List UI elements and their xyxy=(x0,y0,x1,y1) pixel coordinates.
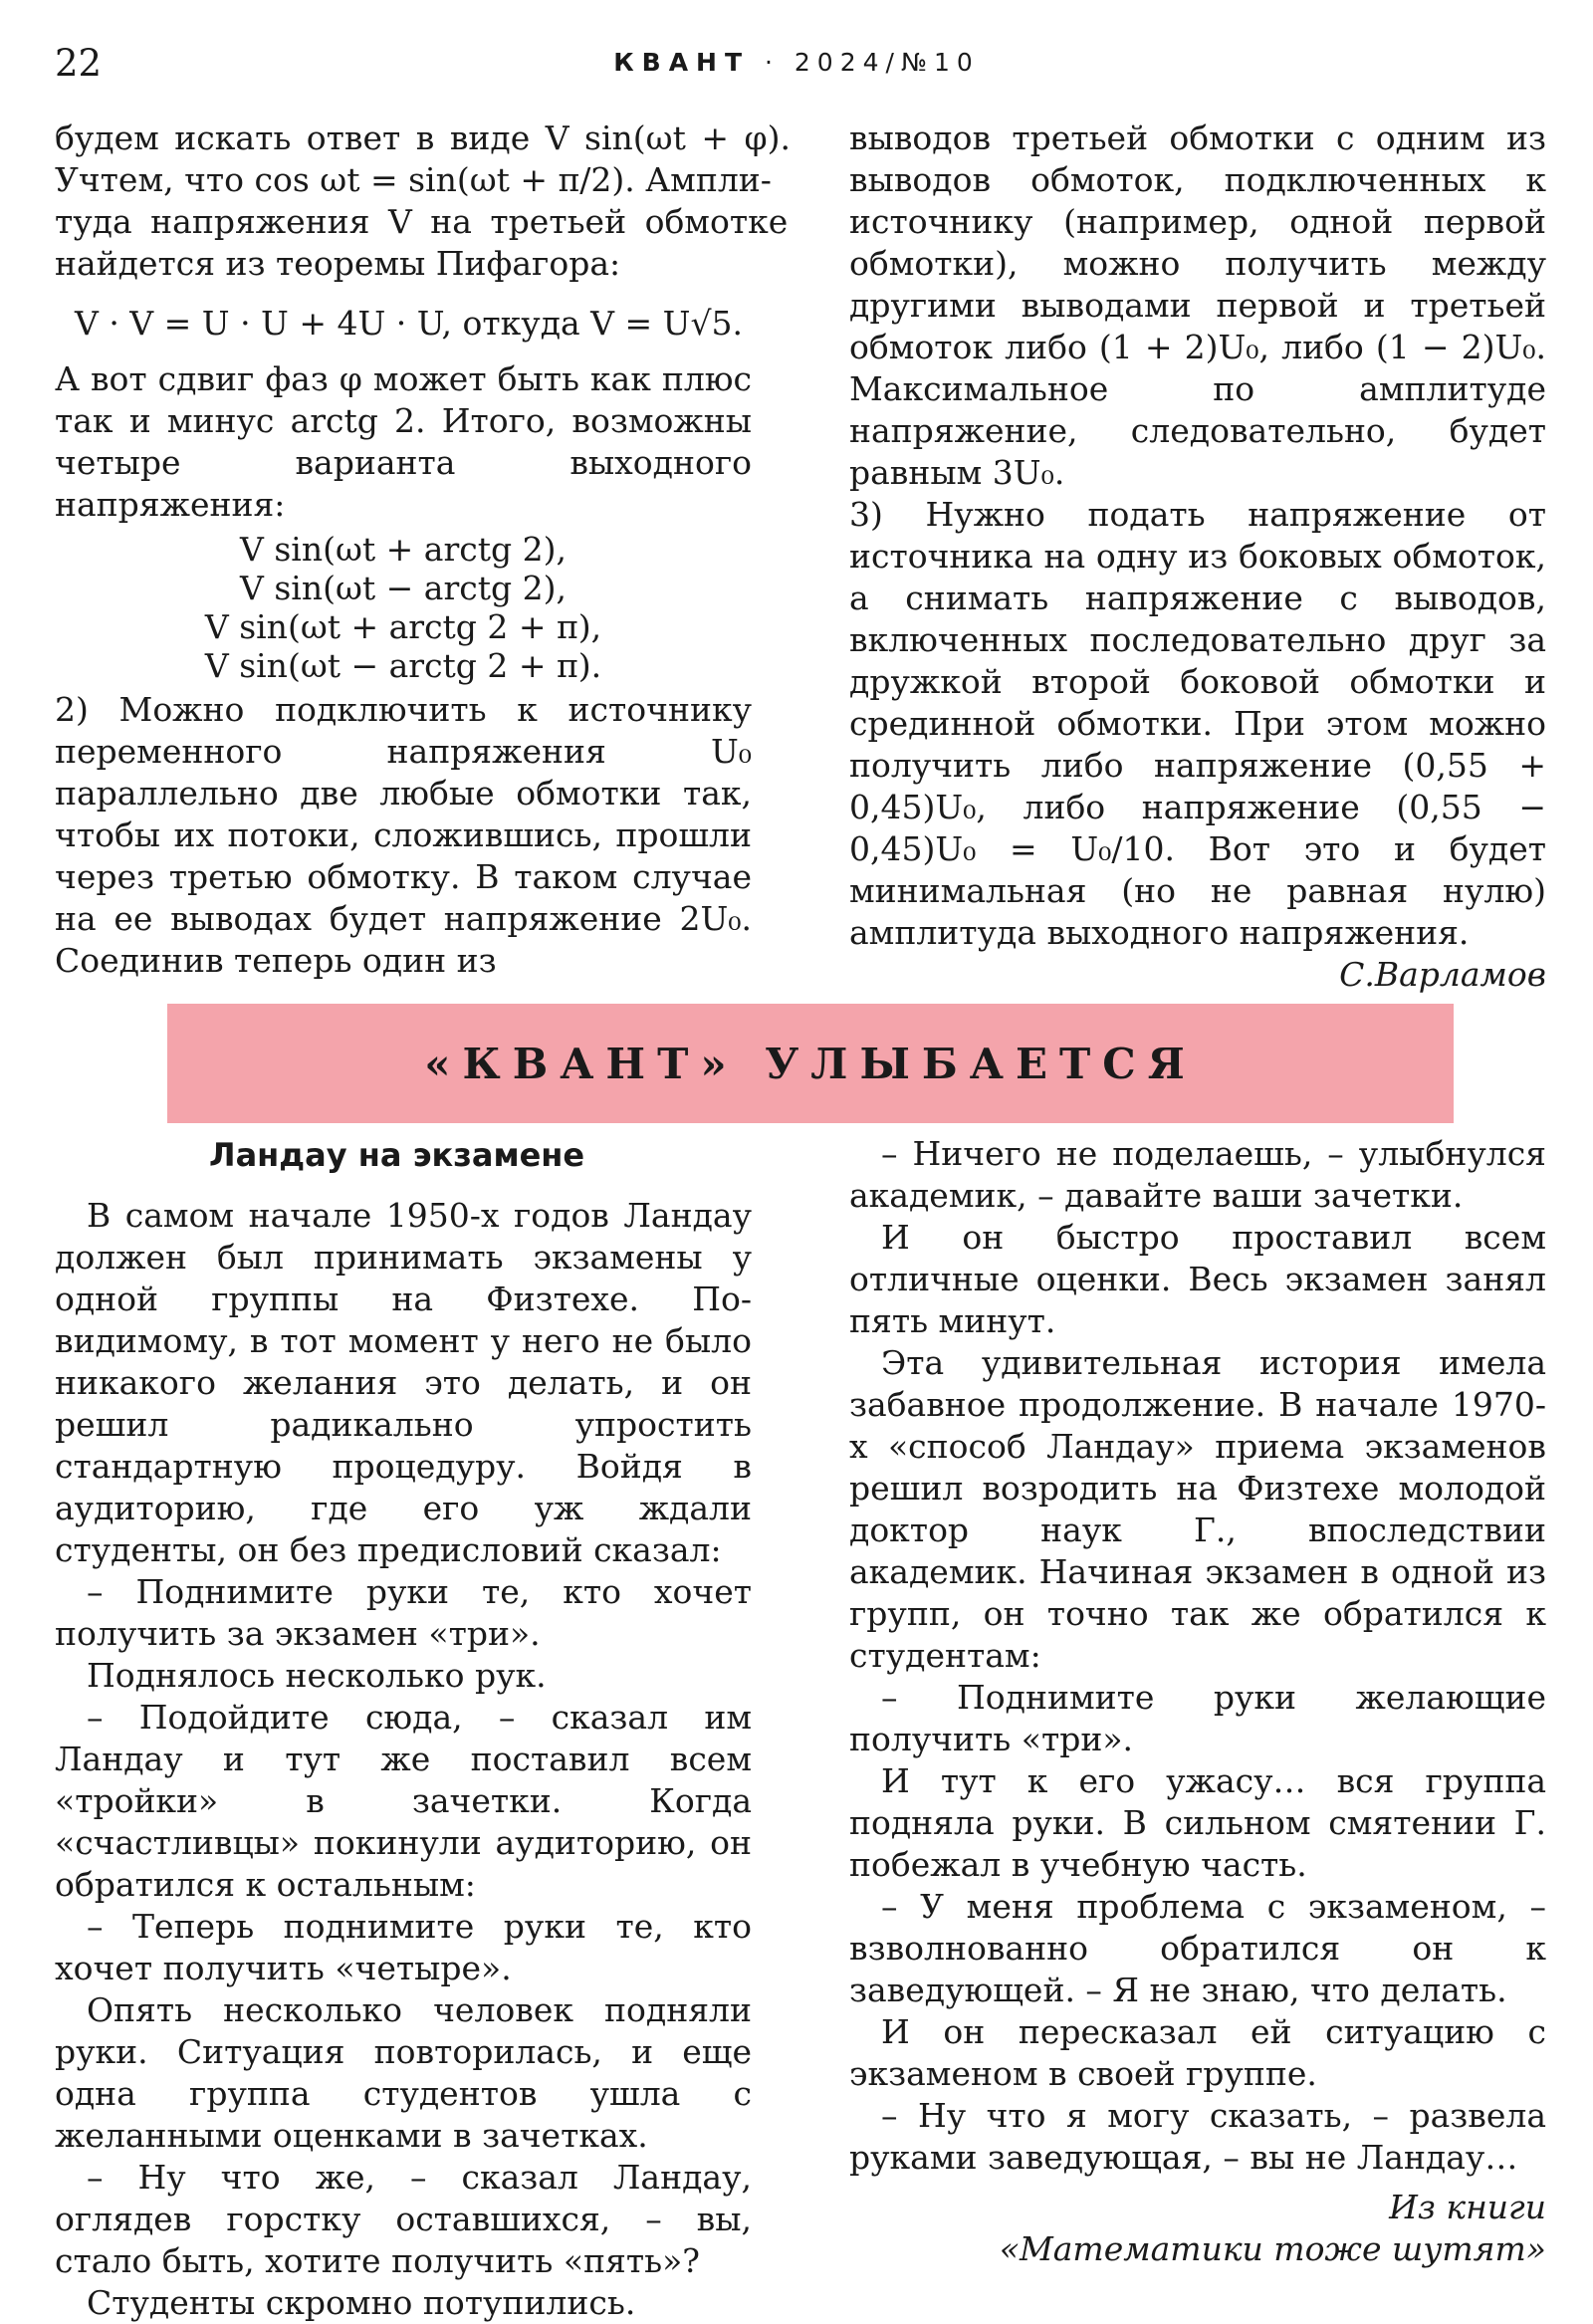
text-line: найдется из теоремы Пифагора: xyxy=(55,244,621,283)
story-paragraph: Студенты скромно потупились. xyxy=(87,2283,636,2322)
story-paragraph: – Ну что же, – сказал Ландау, оглядев горстку оставшихся, – вы, стало быть, хотите получить «пять»? xyxy=(55,2158,752,2280)
article-top-left-column xyxy=(55,117,791,982)
variants-list xyxy=(55,532,752,683)
journal-name: КВАНТ xyxy=(613,48,751,77)
story-paragraph: – Поднимите руки желающие получить «три». xyxy=(849,1678,1546,1758)
page-number: 22 xyxy=(55,42,103,85)
source-book-title: «Математики тоже шутят» xyxy=(999,2229,1546,2268)
story-paragraph: – У меня проблема с экзаменом, – взволнованно обратился он к заведующей. – Я не знаю, что делать. xyxy=(849,1887,1546,2009)
paragraph: 2) Можно подключить к источнику переменного напряжения U₀ параллельно две любые обмотки так, чтобы их потоки, сложившись, прошли через третью обмотку. В таком случае на ее выводах будет напряжение 2U₀. Соединив теперь один из xyxy=(55,690,752,980)
running-head xyxy=(0,48,1593,77)
story-right-column xyxy=(849,1133,1546,2270)
paragraph: 3) Нужно подать напряжение от источника на одну из боковых обмоток, а снимать напряжение с выводов, включенных последовательно друг за дружкой второй боковой обмотки и срединной обмотки. При этом можно получить либо напряжение (0,55 + 0,45)U₀, либо напряжение (0,55 − 0,45)U₀ = U₀/10. Вот это и будет минимальная (но не равная нулю) амплитуда выходного напряжения. xyxy=(849,495,1546,952)
formula-variant: V sin(ωt + arctg 2), xyxy=(240,530,567,569)
story-paragraph: – Подойдите сюда, – сказал им Ландау и тут же поставил всем «тройки» в зачетки. Когда «счастливцы» покинули аудиторию, он обратился к остальным: xyxy=(55,1698,752,1904)
issue-number: · 2024/№10 xyxy=(765,48,980,77)
story-paragraph: И он пересказал ей ситуацию с экзаменом в своей группе. xyxy=(849,2012,1546,2093)
story-title: Ландау на экзамене xyxy=(209,1136,585,1174)
story-source xyxy=(849,2187,1546,2270)
author-signature: С.Варламов xyxy=(1339,955,1546,994)
source-line: Из книги xyxy=(1389,2188,1546,2226)
paragraph: выводов третьей обмотки с одним из выводов обмоток, подключенных к источнику (например, одной первой обмотки), можно получить между другими выводами первой и третьей обмоток либо (1 + 2)U₀, либо (1 − 2)U₀. Максимальное по амплитуде напряжение, следовательно, будет равным 3U₀. xyxy=(849,118,1546,492)
article-top-right-column xyxy=(849,117,1546,996)
story-paragraph: – Ничего не поделаешь, – улыбнулся академик, – давайте ваши зачетки. xyxy=(849,1134,1546,1215)
story-left-column xyxy=(55,1133,752,2324)
story-paragraph: И тут к его ужасу… вся группа подняла руки. В сильном смятении Г. побежал в учебную часть. xyxy=(849,1761,1546,1884)
story-paragraph: В самом начале 1950-х годов Ландау должен был принимать экзамены у одной группы на Физтехе. По-видимому, в тот момент у него не было никакого желания это делать, и он решил радикально упростить стандартную процедуру. Войдя в аудиторию, где его уж ждали студенты, он без предисловий сказал: xyxy=(55,1196,752,1569)
section-banner xyxy=(167,1004,1454,1123)
story-paragraph: – Ну что я могу сказать, – развела руками заведующая, – вы не Ландау… xyxy=(849,2096,1546,2177)
story-paragraph: – Поднимите руки те, кто хочет получить за экзамен «три». xyxy=(55,1572,752,1653)
text-line: будем искать ответ в виде V sin(ωt + φ). xyxy=(55,118,791,157)
formula-variant: V sin(ωt + arctg 2 + π), xyxy=(204,607,602,646)
story-paragraph: Эта удивительная история имела забавное продолжение. В начале 1970-х «способ Ландау» приема экзаменов решил возродить на Физтехе молодой доктор наук Г., впоследствии академик. Начиная экзамен в одной из групп, он точно так же обратился к студентам: xyxy=(849,1343,1546,1675)
text-line: Учтем, что cos ωt = sin(ωt + π/2). Ампли- xyxy=(55,160,772,199)
story-paragraph: И он быстро проставил всем отличные оценки. Весь экзамен занял пять минут. xyxy=(849,1218,1546,1340)
banner-title: «КВАНТ» УЛЫБАЕТСЯ xyxy=(424,1039,1197,1088)
story-paragraph: Опять несколько человек подняли руки. Ситуация повторилась, и еще одна группа студентов ушла с желанными оценками в зачетках. xyxy=(55,1990,752,2155)
story-paragraph: Поднялось несколько рук. xyxy=(87,1656,547,1695)
text-line: туда напряжения V на третьей обмотке xyxy=(55,202,789,241)
pythagoras-formula: V · V = U · U + 4U · U, откуда V = U√5. xyxy=(75,304,743,343)
story-paragraph: – Теперь поднимите руки те, кто хочет получить «четыре». xyxy=(55,1907,752,1987)
formula-variant: V sin(ωt − arctg 2), xyxy=(240,569,567,607)
paragraph: А вот сдвиг фаз φ может быть как плюс так и минус arctg 2. Итого, возможны четыре варианта выходного напряжения: xyxy=(55,359,752,524)
formula-variant: V sin(ωt − arctg 2 + π). xyxy=(204,646,602,685)
